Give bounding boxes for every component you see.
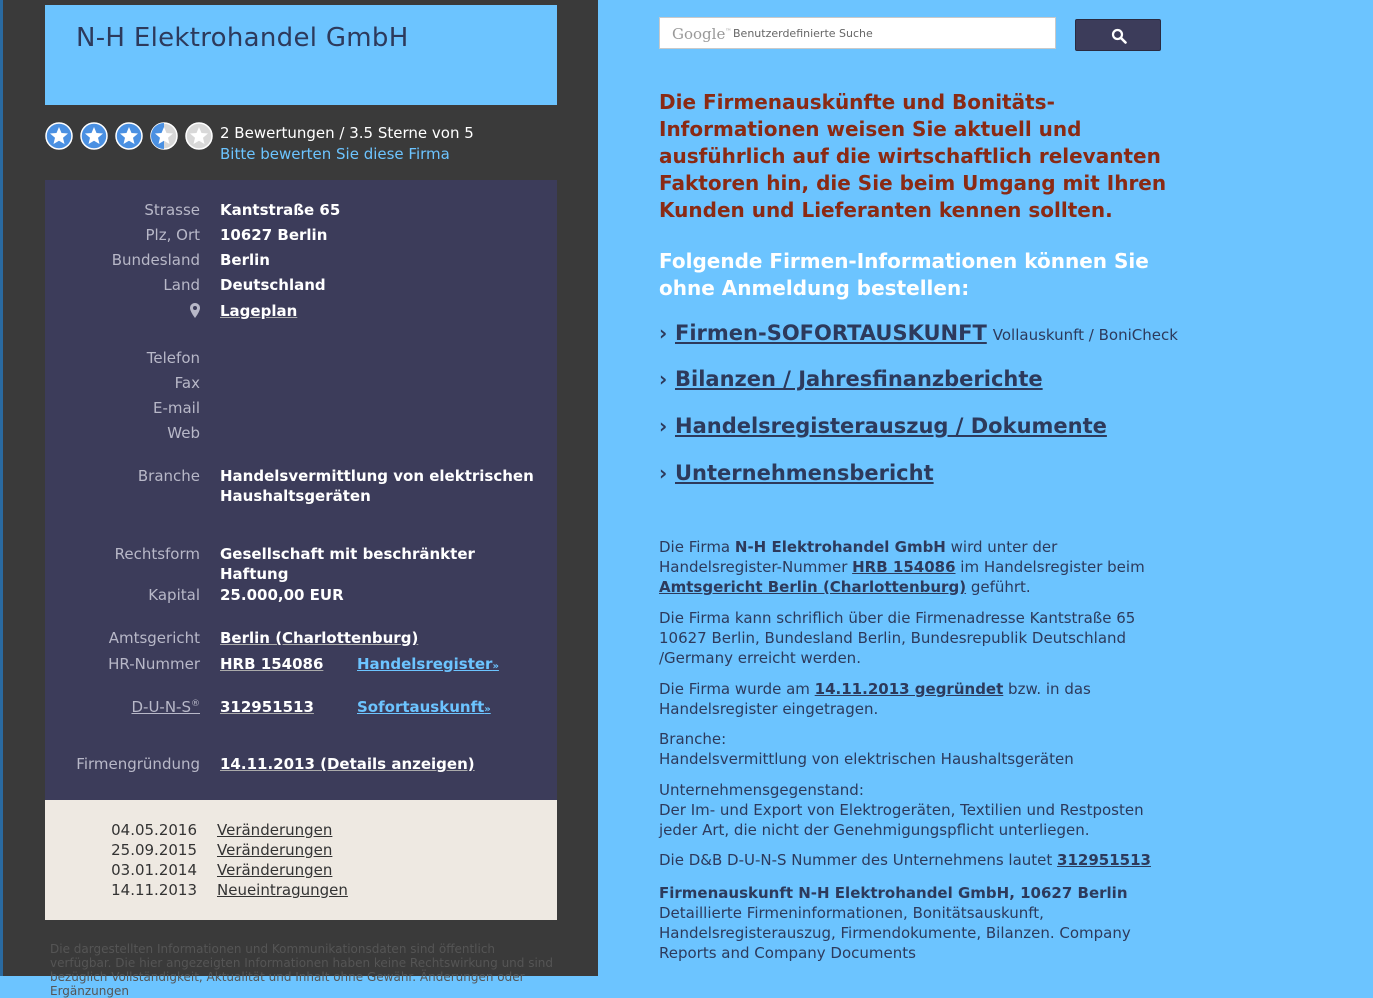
hr-number-link[interactable]: HRB 154086 [220, 655, 324, 673]
double-arrow-icon: » [492, 661, 499, 672]
order-heading: Folgende Firmen-Informationen können Sie ohne Anmeldung bestellen: [659, 249, 1149, 300]
text-span: Die Firma [659, 538, 735, 556]
duns-number-link[interactable]: 312951513 [220, 698, 314, 716]
text-span: wird unter der Handelsregister-Nummer [659, 538, 1058, 576]
product-link-unternehmensbericht[interactable]: Unternehmensbericht [675, 461, 934, 485]
history-link[interactable]: Veränderungen [217, 821, 333, 839]
branch-value-line2: Haushaltsgeräten [220, 487, 371, 505]
main-content [598, 0, 1373, 976]
search-icon [1111, 28, 1127, 44]
city-value: 10627 Berlin [220, 226, 328, 244]
court-link[interactable]: Berlin (Charlottenburg) [220, 629, 419, 647]
purpose-paragraph-text: Der Im- und Export von Elektrogeräten, Textilien und Restposten jeder Art, die nicht der Genehmigungspflicht unterliegen. [659, 801, 1144, 839]
map-pin-icon [190, 303, 200, 318]
search-input[interactable] [659, 17, 1056, 49]
map-link[interactable]: Lageplan [220, 302, 298, 320]
product-item [659, 414, 1107, 438]
star-full-icon[interactable] [45, 122, 73, 150]
history-panel [45, 800, 557, 920]
google-logo-text: Google [672, 25, 726, 43]
duns-label[interactable] [131, 698, 200, 716]
hr-number-inline-link[interactable]: HRB 154086 [852, 558, 956, 576]
product-link-sofortauskunft[interactable]: Firmen-SOFORTAUSKUNFT [675, 321, 987, 345]
phone-label: Telefon [146, 349, 200, 367]
street-label: Strasse [144, 201, 200, 219]
product-item [659, 367, 1043, 391]
rating-summary: 2 Bewertungen / 3.5 Sterne von 5 [220, 124, 474, 142]
duns-label-text: D-U-N-S [131, 698, 191, 716]
text-span: bzw. in das Handelsregister eingetragen. [659, 680, 1091, 718]
branch-label: Branche [137, 467, 200, 485]
sofortauskunft-link[interactable] [357, 698, 491, 716]
text-span: Die D&B D-U-N-S Nummer des Unternehmens lautet [659, 851, 1058, 869]
country-label: Land [163, 276, 200, 294]
state-value: Berlin [220, 251, 270, 269]
product-link-handelsregisterauszug[interactable]: Handelsregisterauszug / Dokumente [675, 414, 1107, 438]
branch-paragraph-text: Handelsvermittlung von elektrischen Haushaltsgeräten [659, 750, 1074, 768]
rating-row [45, 122, 557, 168]
company-name-bold: N-H Elektrohandel GmbH [734, 538, 946, 556]
purpose-paragraph [659, 780, 1179, 840]
court-inline-link[interactable]: Amtsgericht Berlin (Charlottenburg) [659, 578, 967, 596]
history-link[interactable]: Veränderungen [217, 861, 333, 879]
search-placeholder: Benutzerdefinierte Suche [733, 27, 873, 40]
chevron-right-icon: › [659, 321, 668, 345]
history-date: 14.11.2013 [111, 881, 197, 899]
address-paragraph: Die Firma kann schriflich über die Firmenadresse Kantstraße 65 10627 Berlin, Bundesland Berlin, Bundesrepublik Deutschland /Germany erreicht werden. [659, 609, 1136, 667]
founded-details-link[interactable]: 14.11.2013 (Details anzeigen) [220, 755, 475, 773]
court-label: Amtsgericht [108, 629, 200, 647]
history-link[interactable]: Veränderungen [217, 841, 333, 859]
intro-text: Die Firmenauskünfte und Bonitäts-Informationen weisen Sie aktuell und ausführlich auf die wirtschaftlich relevanten Faktoren hin, die Sie beim Umgang mit Ihren Kunden und Lieferanten kennen sollten. [659, 90, 1167, 222]
history-link[interactable]: Neueintragungen [217, 881, 348, 899]
star-full-icon[interactable] [80, 122, 108, 150]
product-item [659, 321, 1178, 345]
company-title: N-H Elektrohandel GmbH [76, 23, 409, 53]
purpose-paragraph-label: Unternehmensgegenstand: [659, 781, 864, 799]
star-full-icon[interactable] [115, 122, 143, 150]
country-value: Deutschland [220, 276, 326, 294]
branch-value-line1: Handelsvermittlung von elektrischen [220, 467, 534, 485]
legal-form-line2: Haftung [220, 565, 289, 583]
capital-label: Kapital [148, 586, 200, 604]
disclaimer-text: Die dargestellten Informationen und Kommunikationsdaten sind öffentlich verfügbar. Die hier angezeigten Informationen haben keine Rechtswirkung und sind bezüglich Vollständigkeit, Aktualität und Inhalt ohne Gewähr. Änderungen oder Ergänzungen [50, 942, 554, 998]
summary-text: Detaillierte Firmeninformationen, Bonitätsauskunft, Handelsregisterauszug, Firmendokumente, Bilanzen. Company Reports and Company Documents [659, 904, 1131, 962]
text-span: im Handelsregister beim [955, 558, 1145, 576]
rate-company-link[interactable]: Bitte bewerten Sie diese Firma [220, 145, 450, 163]
history-date: 04.05.2016 [111, 821, 197, 839]
sofortauskunft-link-label: Sofortauskunft [357, 698, 485, 716]
registered-mark: ® [191, 699, 200, 709]
chevron-right-icon: › [659, 461, 668, 485]
capital-value: 25.000,00 EUR [220, 586, 344, 604]
summary-title: Firmenauskunft N-H Elektrohandel GmbH, 10627 Berlin [659, 884, 1128, 902]
branch-paragraph-label: Branche: [659, 730, 727, 748]
handelsregister-link-label: Handelsregister [357, 655, 493, 673]
founded-label: Firmengründung [76, 755, 200, 773]
star-half-icon[interactable] [150, 122, 178, 150]
history-date: 25.09.2015 [111, 841, 197, 859]
title-box [45, 5, 557, 105]
legal-form-line1: Gesellschaft mit beschränkter [220, 545, 475, 563]
history-date: 03.01.2014 [111, 861, 197, 879]
web-label: Web [167, 424, 200, 442]
company-sidebar [0, 0, 598, 998]
duns-inline-link[interactable]: 312951513 [1057, 851, 1151, 869]
product-link-bilanzen[interactable]: Bilanzen / Jahresfinanzberichte [675, 367, 1043, 391]
legal-form-label: Rechtsform [114, 545, 200, 563]
register-paragraph [659, 537, 1179, 597]
product-item [659, 461, 934, 485]
text-span: geführt. [966, 578, 1031, 596]
city-label: Plz, Ort [145, 226, 200, 244]
hr-number-label: HR-Nummer [108, 655, 200, 673]
product-note: Vollauskunft / BoniCheck [992, 326, 1178, 344]
summary-paragraph [659, 883, 1179, 963]
text-span: Die Firma wurde am [659, 680, 815, 698]
branch-paragraph [659, 729, 1179, 769]
search-button[interactable] [1075, 19, 1161, 51]
founded-paragraph [659, 679, 1179, 719]
star-empty-icon[interactable] [185, 122, 213, 150]
chevron-right-icon: › [659, 367, 668, 391]
state-label: Bundesland [111, 251, 200, 269]
street-value: Kantstraße 65 [220, 201, 341, 219]
chevron-right-icon: › [659, 414, 668, 438]
handelsregister-link[interactable] [357, 655, 499, 673]
email-label: E-mail [152, 399, 200, 417]
duns-paragraph [659, 850, 1179, 870]
fax-label: Fax [174, 374, 200, 392]
founded-inline-link[interactable]: 14.11.2013 gegründet [814, 680, 1004, 698]
company-info-panel [45, 180, 557, 800]
trademark-mark: ™ [725, 28, 732, 35]
google-logo [672, 25, 731, 43]
double-arrow-icon: » [484, 704, 491, 715]
